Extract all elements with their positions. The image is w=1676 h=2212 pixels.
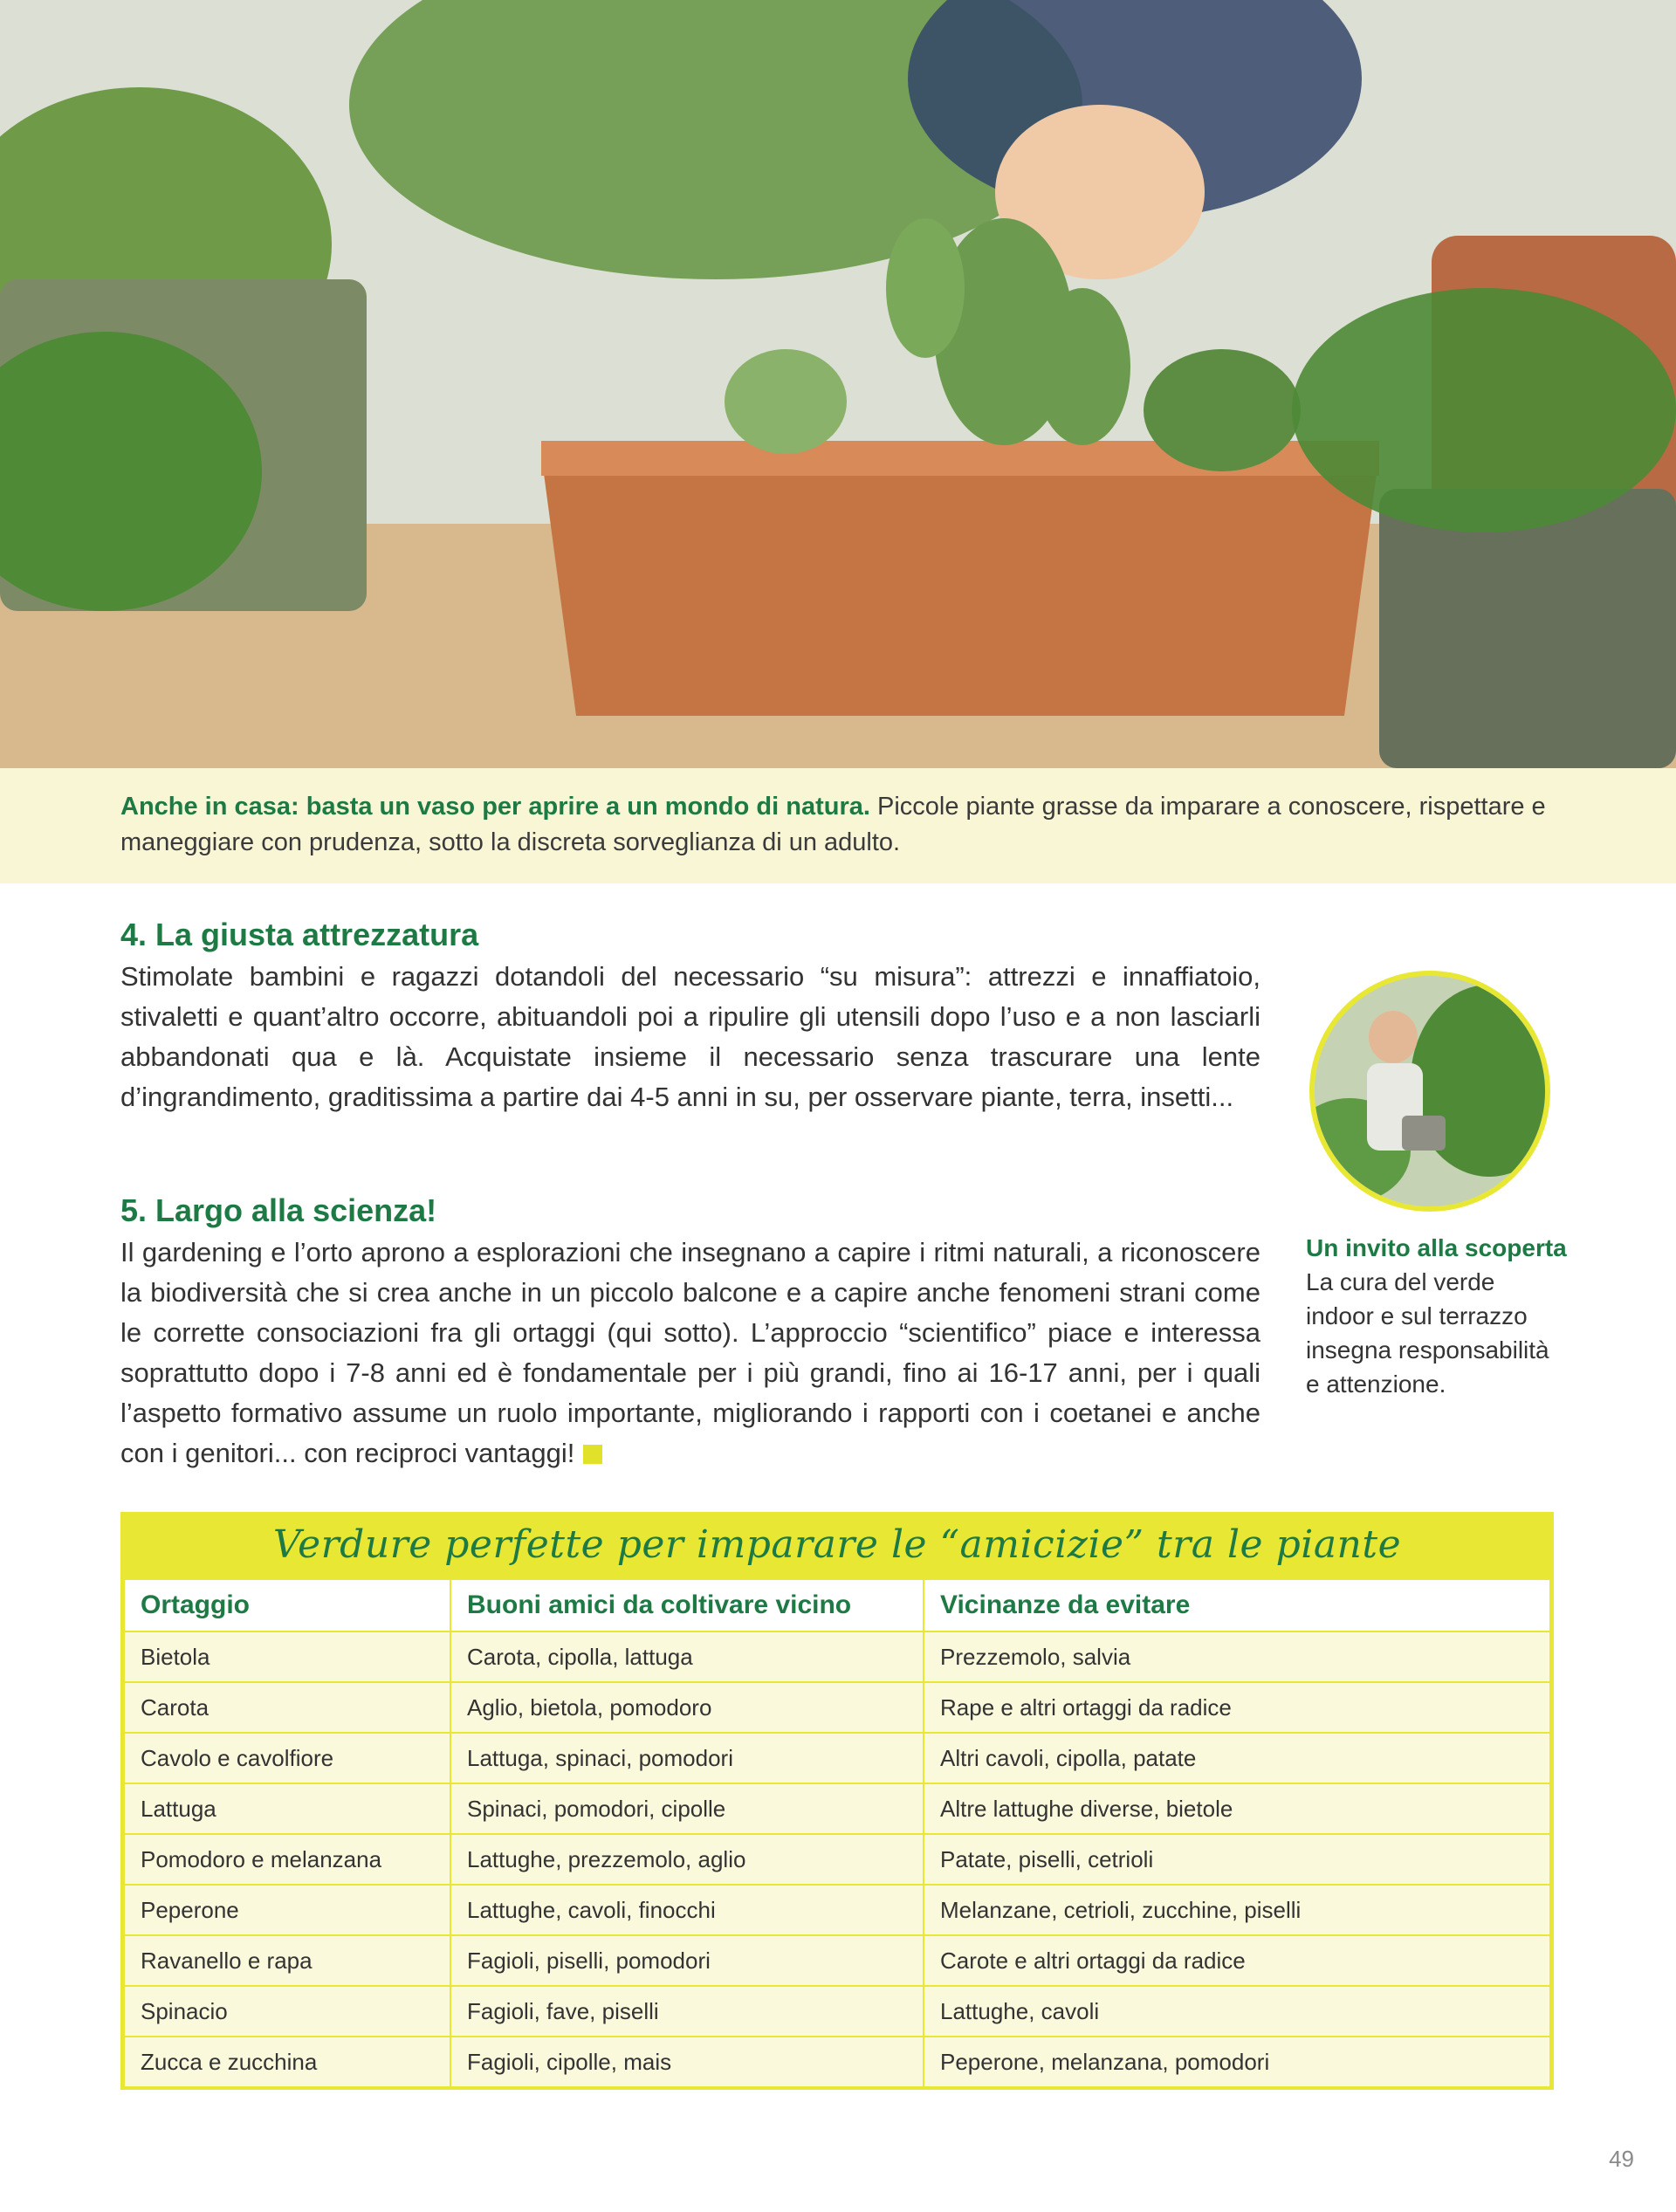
table-cell: Peperone, melanzana, pomodori [924, 2037, 1550, 2087]
sidebar-caption [1306, 1231, 1568, 1401]
table-header-row [124, 1579, 1550, 1632]
table-title: Verdure perfette per imparare le “amicizie” tra le piante [272, 1522, 1402, 1567]
section-body-text: Il gardening e l’orto aprono a esplorazioni che insegnano a capire i ritmi naturali, a riconoscere la biodiversità che si crea anche in un piccolo balcone e a capire anche fenomeni strani come le corrette consociazioni fra gli ortaggi (qui sotto). L’approccio “scientifico” piace e interessa soprattutto dopo i 7-8 anni ed è fondamentale per i più grandi, fino ai 16-17 anni, per i quali l’aspetto formativo assume un ruolo importante, migliorando i rapporti con i coetanei e anche con i genitori... con reciproci vantaggi! [120, 1237, 1260, 1468]
section-attrezzatura [120, 915, 1260, 1117]
section-body: Stimolate bambini e ragazzi dotandoli del necessario “su misura”: attrezzi e innaffiatoio, stivaletti e quant’altro occorre, abituandoli poi a ripulire gli utensili dopo l’uso e a non lasciarli abbandonati qua e là. Acquistate insieme il necessario senza trascurare una lente d’ingrandimento, graditissima a partire dai 4-5 anni in su, per osservare piante, terra, insetti... [120, 961, 1260, 1112]
table-cell: Carote e altri ortaggi da radice [924, 1935, 1550, 1986]
table-cell: Peperone [124, 1885, 450, 1935]
table-row [124, 1733, 1550, 1783]
table-cell: Fagioli, piselli, pomodori [450, 1935, 924, 1986]
column-header: Buoni amici da coltivare vicino [450, 1579, 924, 1632]
table-cell: Altre lattughe diverse, bietole [924, 1783, 1550, 1834]
table-cell: Lattughe, cavoli [924, 1986, 1550, 2037]
table-row [124, 1632, 1550, 1682]
table-row [124, 2037, 1550, 2087]
page-number: 49 [1609, 2146, 1634, 2172]
sidebar-illustration [1315, 976, 1545, 1206]
table-cell: Lattuga, spinaci, pomodori [450, 1733, 924, 1783]
table-cell: Melanzane, cetrioli, zucchine, piselli [924, 1885, 1550, 1935]
caption-text: Piccole piante grasse da imparare a conoscere, rispettare e maneggiare con prudenza, sotto la discreta sorveglianza di un adulto. [120, 793, 1546, 856]
column-header: Ortaggio [124, 1579, 450, 1632]
caption-lead: Anche in casa: basta un vaso per aprire a un mondo di natura. [120, 793, 870, 821]
table-cell: Bietola [124, 1632, 450, 1682]
table-cell: Carota, cipolla, lattuga [450, 1632, 924, 1682]
table-cell: Spinacio [124, 1986, 450, 2037]
companion-planting-table [120, 1512, 1554, 2090]
hero-photo [0, 0, 1676, 768]
table-cell: Fagioli, fave, piselli [450, 1986, 924, 2037]
table-cell: Prezzemolo, salvia [924, 1632, 1550, 1682]
table-cell: Lattughe, cavoli, finocchi [450, 1885, 924, 1935]
table-cell: Carota [124, 1682, 450, 1733]
hero-illustration [0, 0, 1676, 768]
table-row [124, 1885, 1550, 1935]
sidebar-title: Un invito alla scoperta [1306, 1234, 1567, 1261]
table-grid [123, 1578, 1551, 2088]
section-heading: 4. La giusta attrezzatura [120, 917, 479, 952]
table-cell: Lattughe, prezzemolo, aglio [450, 1834, 924, 1885]
section-heading: 5. Largo alla scienza! [120, 1192, 437, 1228]
section-body [120, 1233, 1260, 1474]
sidebar-body: La cura del verde indoor e sul terrazzo insegna responsabilità e attenzione. [1306, 1268, 1549, 1398]
column-header: Vicinanze da evitare [924, 1579, 1550, 1632]
table-cell: Zucca e zucchina [124, 2037, 450, 2087]
table-cell: Cavolo e cavolfiore [124, 1733, 450, 1783]
table-cell: Ravanello e rapa [124, 1935, 450, 1986]
table-cell: Aglio, bietola, pomodoro [450, 1682, 924, 1733]
table-row [124, 1834, 1550, 1885]
table-cell: Altri cavoli, cipolla, patate [924, 1733, 1550, 1783]
table-cell: Spinaci, pomodori, cipolle [450, 1783, 924, 1834]
table-cell: Pomodoro e melanzana [124, 1834, 450, 1885]
section-scienza [120, 1191, 1260, 1474]
table-cell: Fagioli, cipolle, mais [450, 2037, 924, 2087]
table-row [124, 1986, 1550, 2037]
table-row [124, 1783, 1550, 1834]
table-row [124, 1682, 1550, 1733]
table-row [124, 1935, 1550, 1986]
table-cell: Lattuga [124, 1783, 450, 1834]
table-cell: Rape e altri ortaggi da radice [924, 1682, 1550, 1733]
sidebar-photo [1309, 971, 1550, 1212]
table-cell: Patate, piselli, cetrioli [924, 1834, 1550, 1885]
end-of-article-square [583, 1445, 602, 1464]
photo-caption [0, 768, 1676, 883]
